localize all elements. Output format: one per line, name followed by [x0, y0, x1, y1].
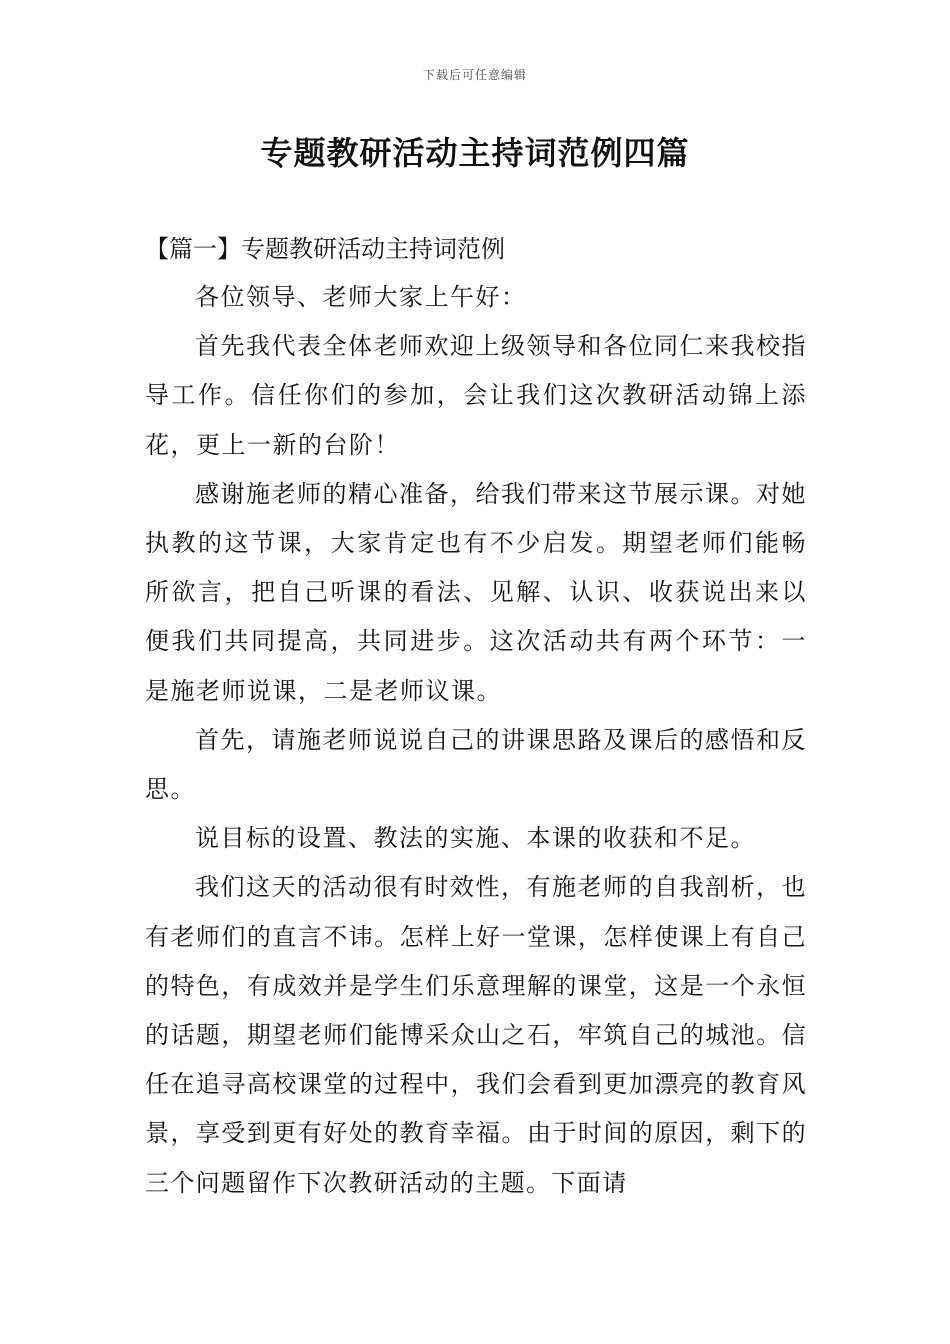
paragraph-first-step: 首先，请施老师说说自己的讲课思路及课后的感悟和反思。 [145, 725, 807, 804]
paragraph-explain: 说目标的设置、教法的实施、本课的收获和不足。 [195, 824, 756, 853]
paragraph-greeting: 各位领导、老师大家上午好： [195, 283, 527, 311]
header-note: 下载后可任意编辑 [422, 68, 527, 82]
paragraph-thanks: 感谢施老师的精心准备，给我们带来这节展示课。对她执教的这节课，大家肯定也有不少启发。期望老师们能畅所欲言，把自己听课的看法、见解、认识、收获说出来以便我们共同提高，共同进步。这次活动共有两个环节：一是施老师说课，二是老师议课。 [145, 479, 807, 705]
paragraph-welcome: 首先我代表全体老师欢迎上级领导和各位同仁来我校指导工作。信任你们的参加，会让我们这次教研活动锦上添花，更上一新的台阶！ [145, 332, 807, 459]
paragraph-summary: 我们这天的活动很有时效性，有施老师的自我剖析，也有老师们的直言不讳。怎样上好一堂课，怎样使课上有自己的特色，有成效并是学生们乐意理解的课堂，这是一个永恒的话题，期望老师们能博采众山之石，牢筑自己的城池。信任在追寻高校课堂的过程中，我们会看到更加漂亮的教育风景，享受到更有好处的教育幸福。由于时间的原因，剩下的三个问题留作下次教研活动的主题。下面请 [145, 873, 807, 1197]
section-heading: 【篇一】专题教研活动主持词范例 [145, 235, 505, 263]
document-body [145, 225, 807, 1208]
document-title: 专题教研活动主持词范例四篇 [260, 134, 690, 172]
